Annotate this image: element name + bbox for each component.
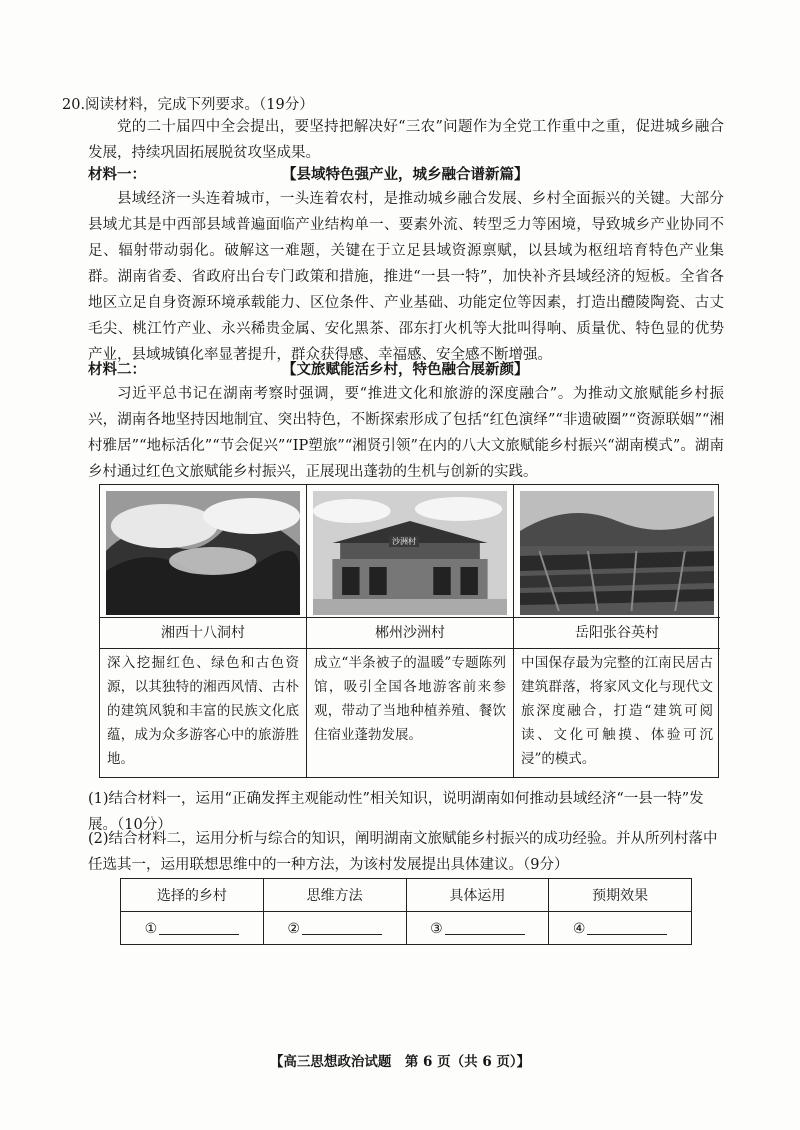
- village-name: 湘西十八洞村: [100, 617, 306, 649]
- blank-marker: ①: [144, 920, 158, 937]
- material1-label: 材料一：: [88, 166, 146, 183]
- material1-text: 县域经济一头连着城市，一头连着农村，是推动城乡融合发展、乡村全面振兴的关键。大部分县域尤其是中西部县域普遍面临产业结构单一、要素外流、转型乏力等困境，导致城乡产业协同不足、辐射带动弱化。破解这一难题，关键在于立足县域资源禀赋，以县域为枢纽培育特色产业集群。湖南省委、省政府出台专门政策和措施，推进“一县一特”，加快补齐县域经济的短板。全省各地区立足自身资源环境承载能力、区位条件、产业基础、功能定位等因素，打造出醴陵陶瓷、古丈毛尖、桃江竹产业、永兴稀贵金属、安化黑茶、邵东打火机等大批叫得响、质量优、特色显的优势产业，县域城镇化率显著提升，群众获得感、幸福感、安全感不断增强。: [88, 191, 724, 363]
- village-name: 岳阳张谷英村: [514, 617, 720, 649]
- header-cell: 预期效果: [549, 879, 692, 912]
- sub-question-1: (1)结合材料一，运用“正确发挥主观能动性”相关知识，说明湖南如何推动县域经济“一县一特”发展。（10分）: [88, 791, 704, 833]
- answer-blank-cell[interactable]: [121, 912, 264, 945]
- header-cell: 选择的乡村: [121, 879, 264, 912]
- village-column: [307, 485, 514, 777]
- village-column: [100, 485, 307, 777]
- question-title: 20.阅读材料，完成下列要求。（19分）: [62, 97, 314, 113]
- answer-table: [120, 878, 692, 945]
- material1-title: 【县域特色强产业，城乡融合谱新篇】: [282, 166, 529, 183]
- village-photo-ancient-roofs: [520, 491, 714, 615]
- village-photo-exhibition-hall: [313, 491, 507, 615]
- material2-label: 材料二：: [88, 361, 146, 378]
- village-description: 成立“半条被子的温暖”专题陈列馆，吸引全国各地游客前来参观，带动了当地种植养殖、餐饮住宿业蓬勃发展。: [314, 655, 506, 743]
- page-footer: 【高三思想政治试题 第 6 页（共 6 页）】: [269, 1054, 531, 1070]
- answer-blank-cell[interactable]: [549, 912, 692, 945]
- blank-line[interactable]: [587, 920, 667, 935]
- answer-blank-cell[interactable]: [406, 912, 549, 945]
- blank-line[interactable]: [302, 920, 382, 935]
- blank-line[interactable]: [445, 920, 525, 935]
- village-column: [514, 485, 720, 777]
- material2-title: 【文旅赋能活乡村，特色融合展新颜】: [282, 361, 529, 378]
- answer-blank-cell[interactable]: [263, 912, 406, 945]
- blank-marker: ③: [430, 920, 443, 937]
- sub-question-2: (2)结合材料二，运用分析与综合的知识，阐明湖南文旅赋能乡村振兴的成功经验。并从所列村落中任选其一，运用联想思维中的一种方法，为该村发展提出具体建议。（9分）: [88, 831, 718, 873]
- header-cell: 思维方法: [263, 879, 406, 912]
- hall-sign: 沙洲村: [389, 536, 419, 547]
- question-intro: 党的二十届四中全会提出，要坚持把解决好“三农”问题作为全党工作重中之重，促进城乡融合发展，持续巩固拓展脱贫攻坚成果。: [88, 119, 724, 161]
- blank-marker: ④: [572, 920, 586, 937]
- village-description: 深入挖掘红色、绿色和古色资源，以其独特的湘西风情、古朴的建筑风貌和丰富的民族文化底蕴，成为众多游客心中的旅游胜地。: [107, 655, 299, 767]
- blank-line[interactable]: [159, 920, 239, 935]
- village-name: 郴州沙洲村: [307, 617, 513, 649]
- blank-marker: ②: [287, 920, 300, 937]
- village-description: 中国保存最为完整的江南民居古建筑群落，将家风文化与现代文旅深度融合，打造“建筑可阅读、文化可触摸、体验可沉浸”的模式。: [521, 655, 713, 767]
- material2-text: 习近平总书记在湖南考察时强调，要“推进文化和旅游的深度融合”。为推动文旅赋能乡村振兴，湖南各地坚持因地制宜、突出特色，不断探索形成了包括“红色演绎”“非遗破圈”“资源联姻”“湘村雅居”“地标活化”“节会促兴”“IP塑旅”“湘贤引领”在内的八大文旅赋能乡村振兴“湖南模式”。湖南乡村通过红色文旅赋能乡村振兴，正展现出蓬勃的生机与创新的实践。: [88, 386, 724, 480]
- header-cell: 具体运用: [406, 879, 549, 912]
- village-photo-mountain-clouds: [106, 491, 300, 615]
- village-photo-table: [99, 484, 719, 778]
